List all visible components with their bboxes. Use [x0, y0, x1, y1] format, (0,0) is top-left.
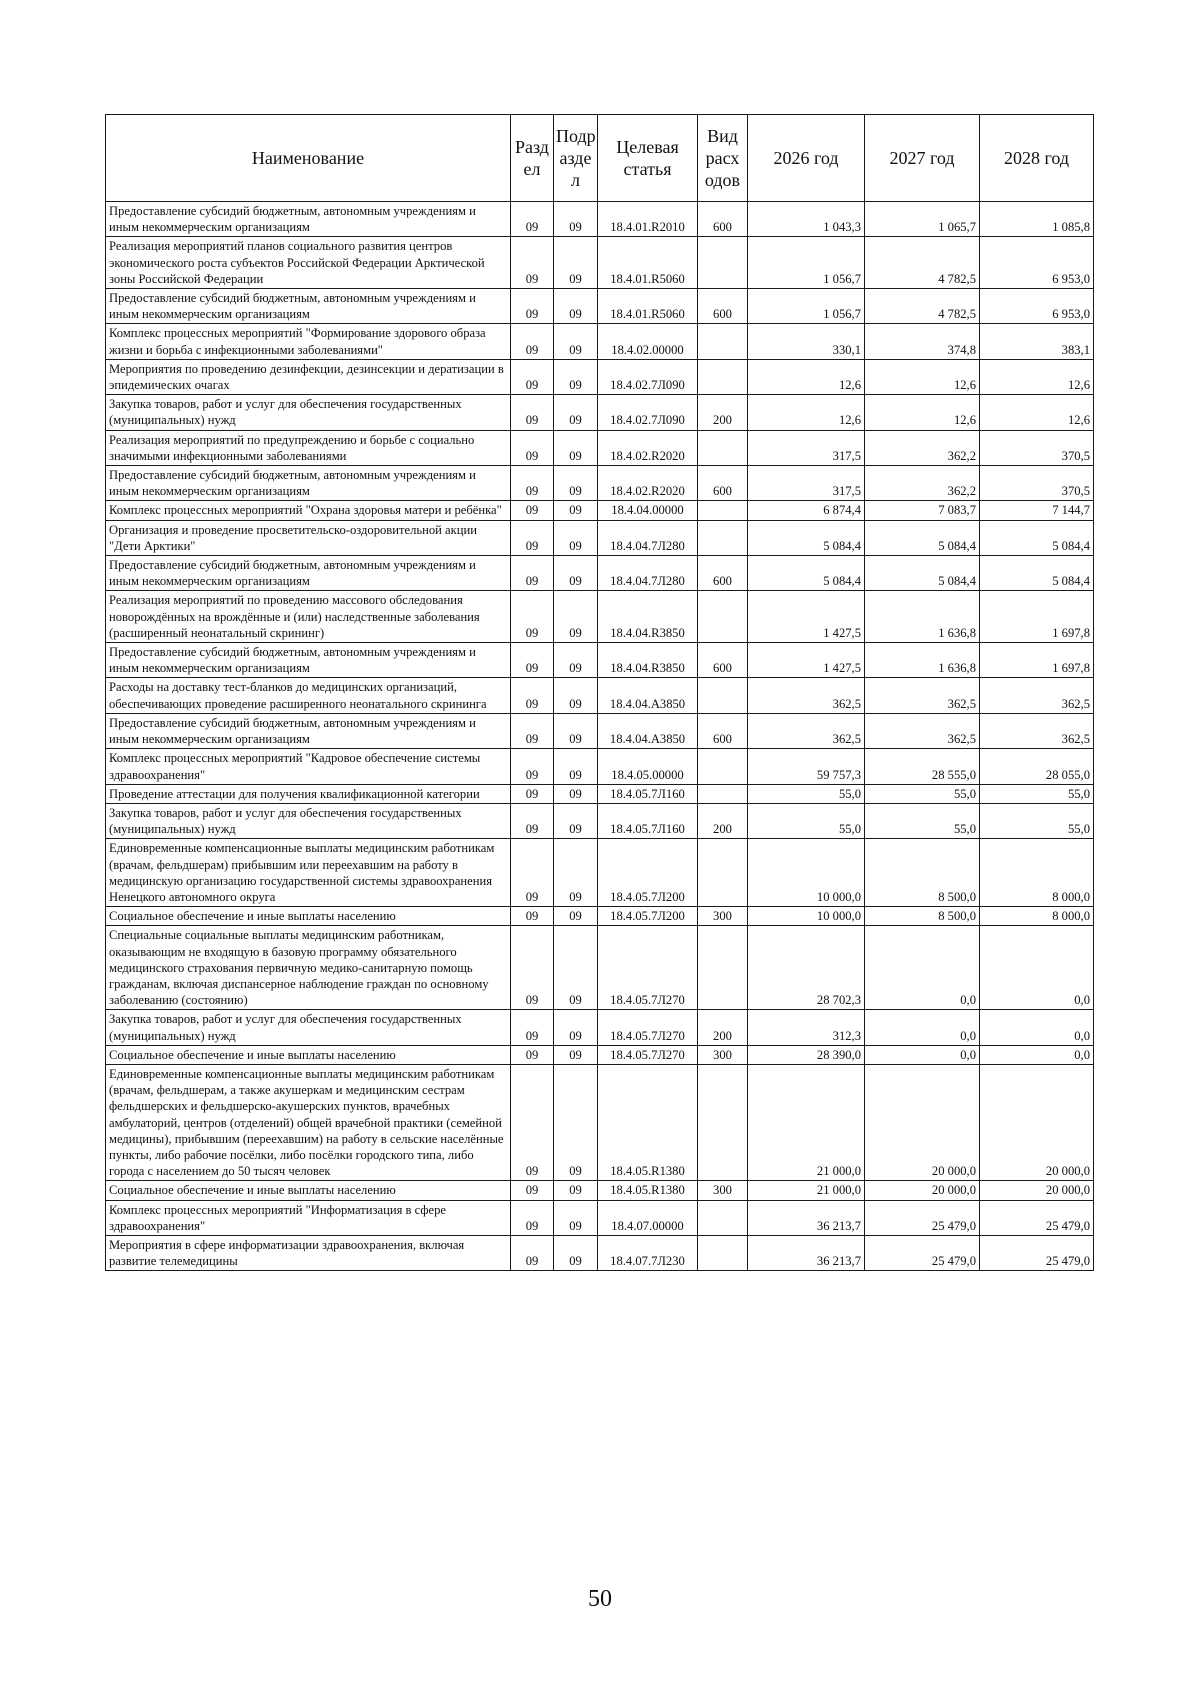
row-amount-2026: 317,5 — [748, 466, 865, 501]
row-target-article: 18.4.05.00000 — [598, 749, 698, 784]
row-name: Комплекс процессных мероприятий "Охрана здоровья матери и ребёнка" — [106, 501, 511, 520]
row-target-article: 18.4.02.7Л090 — [598, 395, 698, 430]
row-expense-type: 200 — [698, 803, 748, 838]
row-name: Социальное обеспечение и иные выплаты населению — [106, 907, 511, 926]
row-amount-2026: 36 213,7 — [748, 1200, 865, 1235]
row-amount-2028: 0,0 — [980, 1045, 1094, 1064]
row-subsection: 09 — [554, 430, 598, 465]
row-subsection: 09 — [554, 501, 598, 520]
row-amount-2028: 6 953,0 — [980, 237, 1094, 289]
header-year-2026: 2026 год — [748, 115, 865, 202]
row-expense-type: 600 — [698, 643, 748, 678]
row-expense-type: 300 — [698, 1181, 748, 1200]
row-name: Закупка товаров, работ и услуг для обеспечения государственных (муниципальных) нужд — [106, 395, 511, 430]
row-amount-2027: 0,0 — [865, 1010, 980, 1045]
table-row — [106, 1200, 1094, 1235]
row-name: Мероприятия по проведению дезинфекции, дезинсекции и дератизации в эпидемических очагах — [106, 359, 511, 394]
row-amount-2027: 12,6 — [865, 359, 980, 394]
row-target-article: 18.4.05.7Л160 — [598, 784, 698, 803]
table-row — [106, 1045, 1094, 1064]
table-row — [106, 907, 1094, 926]
row-amount-2026: 330,1 — [748, 324, 865, 359]
row-amount-2027: 20 000,0 — [865, 1064, 980, 1180]
row-subsection: 09 — [554, 1045, 598, 1064]
row-expense-type: 200 — [698, 395, 748, 430]
row-section: 09 — [511, 803, 554, 838]
row-expense-type — [698, 237, 748, 289]
table-header — [106, 115, 1094, 202]
row-subsection: 09 — [554, 359, 598, 394]
row-amount-2026: 1 043,3 — [748, 202, 865, 237]
row-target-article: 18.4.05.7Л160 — [598, 803, 698, 838]
row-amount-2026: 317,5 — [748, 430, 865, 465]
row-amount-2026: 28 702,3 — [748, 926, 865, 1010]
row-expense-type — [698, 839, 748, 907]
row-target-article: 18.4.04.7Л280 — [598, 556, 698, 591]
row-amount-2027: 4 782,5 — [865, 289, 980, 324]
row-amount-2028: 28 055,0 — [980, 749, 1094, 784]
row-amount-2027: 25 479,0 — [865, 1200, 980, 1235]
row-section: 09 — [511, 591, 554, 643]
row-name: Комплекс процессных мероприятий "Формирование здорового образа жизни и борьба с инфекционными заболеваниями" — [106, 324, 511, 359]
row-expense-type — [698, 749, 748, 784]
row-name: Мероприятия в сфере информатизации здравоохранения, включая развитие телемедицины — [106, 1235, 511, 1270]
row-target-article: 18.4.05.R1380 — [598, 1064, 698, 1180]
table-row — [106, 713, 1094, 748]
row-amount-2028: 5 084,4 — [980, 520, 1094, 555]
table-row — [106, 237, 1094, 289]
row-name: Проведение аттестации для получения квалификационной категории — [106, 784, 511, 803]
row-amount-2026: 1 056,7 — [748, 237, 865, 289]
header-section: Разд ел — [511, 115, 554, 202]
row-section: 09 — [511, 520, 554, 555]
row-expense-type — [698, 926, 748, 1010]
row-amount-2028: 370,5 — [980, 430, 1094, 465]
row-section: 09 — [511, 907, 554, 926]
row-name: Социальное обеспечение и иные выплаты населению — [106, 1045, 511, 1064]
row-subsection: 09 — [554, 395, 598, 430]
row-amount-2027: 55,0 — [865, 784, 980, 803]
row-amount-2028: 20 000,0 — [980, 1181, 1094, 1200]
row-amount-2027: 0,0 — [865, 1045, 980, 1064]
table-row — [106, 803, 1094, 838]
row-section: 09 — [511, 926, 554, 1010]
row-amount-2026: 312,3 — [748, 1010, 865, 1045]
row-subsection: 09 — [554, 237, 598, 289]
row-amount-2026: 55,0 — [748, 803, 865, 838]
table-row — [106, 643, 1094, 678]
row-target-article: 18.4.02.R2020 — [598, 466, 698, 501]
table-row — [106, 1235, 1094, 1270]
row-amount-2028: 0,0 — [980, 1010, 1094, 1045]
table-row — [106, 1181, 1094, 1200]
table-row — [106, 430, 1094, 465]
row-amount-2028: 55,0 — [980, 803, 1094, 838]
row-section: 09 — [511, 643, 554, 678]
table-row — [106, 466, 1094, 501]
row-subsection: 09 — [554, 556, 598, 591]
row-name: Предоставление субсидий бюджетным, автономным учреждениям и иным некоммерческим организациям — [106, 556, 511, 591]
row-target-article: 18.4.04.R3850 — [598, 643, 698, 678]
row-amount-2027: 7 083,7 — [865, 501, 980, 520]
row-amount-2028: 0,0 — [980, 926, 1094, 1010]
row-amount-2028: 383,1 — [980, 324, 1094, 359]
row-name: Предоставление субсидий бюджетным, автономным учреждениям и иным некоммерческим организациям — [106, 643, 511, 678]
row-amount-2026: 21 000,0 — [748, 1064, 865, 1180]
row-amount-2028: 20 000,0 — [980, 1064, 1094, 1180]
row-amount-2027: 5 084,4 — [865, 556, 980, 591]
row-amount-2026: 36 213,7 — [748, 1235, 865, 1270]
table-row — [106, 591, 1094, 643]
row-target-article: 18.4.05.R1380 — [598, 1181, 698, 1200]
row-name: Реализация мероприятий по предупреждению и борьбе с социально значимыми инфекционными заболеваниями — [106, 430, 511, 465]
row-subsection: 09 — [554, 749, 598, 784]
row-name: Закупка товаров, работ и услуг для обеспечения государственных (муниципальных) нужд — [106, 803, 511, 838]
row-subsection: 09 — [554, 1010, 598, 1045]
row-amount-2028: 362,5 — [980, 678, 1094, 713]
row-amount-2028: 1 697,8 — [980, 591, 1094, 643]
row-expense-type: 600 — [698, 556, 748, 591]
row-subsection: 09 — [554, 803, 598, 838]
row-target-article: 18.4.07.7Л230 — [598, 1235, 698, 1270]
row-target-article: 18.4.04.A3850 — [598, 713, 698, 748]
row-section: 09 — [511, 430, 554, 465]
row-amount-2027: 1 636,8 — [865, 643, 980, 678]
row-amount-2026: 55,0 — [748, 784, 865, 803]
row-name: Предоставление субсидий бюджетным, автономным учреждениям и иным некоммерческим организациям — [106, 289, 511, 324]
row-amount-2028: 370,5 — [980, 466, 1094, 501]
row-target-article: 18.4.04.R3850 — [598, 591, 698, 643]
budget-table — [105, 114, 1094, 1271]
row-amount-2026: 6 874,4 — [748, 501, 865, 520]
row-expense-type — [698, 359, 748, 394]
row-subsection: 09 — [554, 907, 598, 926]
row-expense-type: 600 — [698, 202, 748, 237]
row-expense-type: 600 — [698, 713, 748, 748]
row-section: 09 — [511, 1181, 554, 1200]
row-amount-2028: 6 953,0 — [980, 289, 1094, 324]
row-amount-2027: 28 555,0 — [865, 749, 980, 784]
row-amount-2028: 25 479,0 — [980, 1235, 1094, 1270]
table-row — [106, 839, 1094, 907]
row-amount-2028: 5 084,4 — [980, 556, 1094, 591]
row-amount-2026: 1 427,5 — [748, 643, 865, 678]
row-subsection: 09 — [554, 1235, 598, 1270]
table-row — [106, 202, 1094, 237]
header-name: Наименование — [106, 115, 511, 202]
row-section: 09 — [511, 784, 554, 803]
row-amount-2027: 12,6 — [865, 395, 980, 430]
row-name: Закупка товаров, работ и услуг для обеспечения государственных (муниципальных) нужд — [106, 1010, 511, 1045]
row-expense-type: 300 — [698, 1045, 748, 1064]
row-name: Расходы на доставку тест-бланков до медицинских организаций, обеспечивающих проведение расширенного неонатального скрининга — [106, 678, 511, 713]
row-amount-2027: 362,5 — [865, 713, 980, 748]
table-row — [106, 678, 1094, 713]
row-expense-type — [698, 324, 748, 359]
row-expense-type: 300 — [698, 907, 748, 926]
header-year-2028: 2028 год — [980, 115, 1094, 202]
header-row — [106, 115, 1094, 202]
row-amount-2026: 5 084,4 — [748, 556, 865, 591]
row-target-article: 18.4.02.R2020 — [598, 430, 698, 465]
row-amount-2026: 362,5 — [748, 678, 865, 713]
table-row — [106, 926, 1094, 1010]
row-name: Предоставление субсидий бюджетным, автономным учреждениям и иным некоммерческим организациям — [106, 202, 511, 237]
table-row — [106, 324, 1094, 359]
row-amount-2028: 8 000,0 — [980, 839, 1094, 907]
row-subsection: 09 — [554, 784, 598, 803]
row-expense-type: 600 — [698, 289, 748, 324]
row-expense-type — [698, 784, 748, 803]
row-amount-2026: 10 000,0 — [748, 907, 865, 926]
row-amount-2026: 21 000,0 — [748, 1181, 865, 1200]
row-name: Реализация мероприятий планов социального развития центров экономического роста субъектов Российской Федерации Арктической зоны Российской Федерации — [106, 237, 511, 289]
row-expense-type — [698, 1200, 748, 1235]
row-amount-2028: 362,5 — [980, 713, 1094, 748]
row-name: Специальные социальные выплаты медицинским работникам, оказывающим не входящую в базовую программу обязательного медицинского страхования первичную медико-санитарную помощь гражданам, включая диспансерное наблюдение граждан по основному заболеванию (состоянию) — [106, 926, 511, 1010]
row-subsection: 09 — [554, 839, 598, 907]
row-subsection: 09 — [554, 591, 598, 643]
table-body — [106, 202, 1094, 1271]
row-section: 09 — [511, 1200, 554, 1235]
row-name: Организация и проведение просветительско-оздоровительной акции "Дети Арктики" — [106, 520, 511, 555]
row-target-article: 18.4.04.A3850 — [598, 678, 698, 713]
row-amount-2028: 25 479,0 — [980, 1200, 1094, 1235]
row-amount-2027: 1 636,8 — [865, 591, 980, 643]
row-expense-type — [698, 501, 748, 520]
row-section: 09 — [511, 501, 554, 520]
row-expense-type: 600 — [698, 466, 748, 501]
table-row — [106, 395, 1094, 430]
row-section: 09 — [511, 466, 554, 501]
row-name: Социальное обеспечение и иные выплаты населению — [106, 1181, 511, 1200]
row-amount-2026: 5 084,4 — [748, 520, 865, 555]
row-subsection: 09 — [554, 643, 598, 678]
row-target-article: 18.4.07.00000 — [598, 1200, 698, 1235]
row-subsection: 09 — [554, 1200, 598, 1235]
row-section: 09 — [511, 1064, 554, 1180]
row-section: 09 — [511, 237, 554, 289]
table-row — [106, 359, 1094, 394]
row-amount-2027: 362,2 — [865, 466, 980, 501]
page-number: 50 — [588, 1586, 612, 1612]
row-amount-2027: 20 000,0 — [865, 1181, 980, 1200]
table-row — [106, 1010, 1094, 1045]
row-section: 09 — [511, 359, 554, 394]
row-name: Единовременные компенсационные выплаты медицинским работникам (врачам, фельдшерам, а также акушеркам и медицинским сестрам фельдшерских и фельдшерско-акушерских пунктов, врачебных амбулаторий, центров (отделений) общей врачебной практики (семейной медицины), прибывшим (переехавшим) на работу в сельские населённые пункты, либо рабочие посёлки, либо посёлки городского типа, либо города с населением до 50 тысяч человек — [106, 1064, 511, 1180]
row-target-article: 18.4.04.00000 — [598, 501, 698, 520]
row-amount-2028: 8 000,0 — [980, 907, 1094, 926]
row-name: Комплекс процессных мероприятий "Информатизация в сфере здравоохранения" — [106, 1200, 511, 1235]
row-subsection: 09 — [554, 289, 598, 324]
row-target-article: 18.4.01.R5060 — [598, 289, 698, 324]
table-row — [106, 501, 1094, 520]
table-row — [106, 520, 1094, 555]
row-expense-type: 200 — [698, 1010, 748, 1045]
row-expense-type — [698, 1235, 748, 1270]
row-target-article: 18.4.05.7Л200 — [598, 907, 698, 926]
row-section: 09 — [511, 839, 554, 907]
row-amount-2026: 10 000,0 — [748, 839, 865, 907]
header-target-article: Целевая статья — [598, 115, 698, 202]
row-expense-type — [698, 1064, 748, 1180]
row-subsection: 09 — [554, 202, 598, 237]
row-section: 09 — [511, 1010, 554, 1045]
row-target-article: 18.4.04.7Л280 — [598, 520, 698, 555]
row-amount-2027: 362,5 — [865, 678, 980, 713]
row-amount-2027: 5 084,4 — [865, 520, 980, 555]
row-amount-2028: 12,6 — [980, 395, 1094, 430]
row-subsection: 09 — [554, 324, 598, 359]
header-year-2027: 2027 год — [865, 115, 980, 202]
row-amount-2026: 362,5 — [748, 713, 865, 748]
row-amount-2027: 374,8 — [865, 324, 980, 359]
row-subsection: 09 — [554, 1064, 598, 1180]
row-amount-2026: 1 427,5 — [748, 591, 865, 643]
header-expense-type: Вид расх одов — [698, 115, 748, 202]
row-target-article: 18.4.01.R5060 — [598, 237, 698, 289]
row-amount-2028: 1 085,8 — [980, 202, 1094, 237]
row-target-article: 18.4.02.00000 — [598, 324, 698, 359]
row-subsection: 09 — [554, 1181, 598, 1200]
row-section: 09 — [511, 713, 554, 748]
row-section: 09 — [511, 395, 554, 430]
row-section: 09 — [511, 202, 554, 237]
row-amount-2028: 7 144,7 — [980, 501, 1094, 520]
row-section: 09 — [511, 289, 554, 324]
row-expense-type — [698, 430, 748, 465]
header-subsection: Подр азде л — [554, 115, 598, 202]
row-name: Предоставление субсидий бюджетным, автономным учреждениям и иным некоммерческим организациям — [106, 466, 511, 501]
row-target-article: 18.4.02.7Л090 — [598, 359, 698, 394]
row-amount-2028: 12,6 — [980, 359, 1094, 394]
row-target-article: 18.4.05.7Л270 — [598, 926, 698, 1010]
row-name: Единовременные компенсационные выплаты медицинским работникам (врачам, фельдшерам) прибывшим или переехавшим на работу в медицинскую организацию государственной системы здравоохранения Ненецкого автономного округа — [106, 839, 511, 907]
table-row — [106, 1064, 1094, 1180]
row-subsection: 09 — [554, 466, 598, 501]
row-name: Предоставление субсидий бюджетным, автономным учреждениям и иным некоммерческим организациям — [106, 713, 511, 748]
row-expense-type — [698, 520, 748, 555]
row-amount-2027: 0,0 — [865, 926, 980, 1010]
row-target-article: 18.4.05.7Л270 — [598, 1010, 698, 1045]
row-amount-2026: 28 390,0 — [748, 1045, 865, 1064]
row-amount-2027: 25 479,0 — [865, 1235, 980, 1270]
row-subsection: 09 — [554, 678, 598, 713]
row-amount-2028: 1 697,8 — [980, 643, 1094, 678]
row-target-article: 18.4.01.R2010 — [598, 202, 698, 237]
row-section: 09 — [511, 1235, 554, 1270]
row-name: Комплекс процессных мероприятий "Кадровое обеспечение системы здравоохранения" — [106, 749, 511, 784]
row-section: 09 — [511, 1045, 554, 1064]
row-section: 09 — [511, 324, 554, 359]
row-amount-2026: 1 056,7 — [748, 289, 865, 324]
table-row — [106, 784, 1094, 803]
table-row — [106, 289, 1094, 324]
row-amount-2027: 4 782,5 — [865, 237, 980, 289]
row-amount-2026: 59 757,3 — [748, 749, 865, 784]
row-amount-2027: 362,2 — [865, 430, 980, 465]
row-amount-2026: 12,6 — [748, 359, 865, 394]
row-section: 09 — [511, 556, 554, 591]
row-amount-2027: 55,0 — [865, 803, 980, 838]
row-amount-2026: 12,6 — [748, 395, 865, 430]
row-subsection: 09 — [554, 520, 598, 555]
table-row — [106, 556, 1094, 591]
row-target-article: 18.4.05.7Л200 — [598, 839, 698, 907]
row-amount-2027: 8 500,0 — [865, 839, 980, 907]
row-target-article: 18.4.05.7Л270 — [598, 1045, 698, 1064]
row-amount-2028: 55,0 — [980, 784, 1094, 803]
table-row — [106, 749, 1094, 784]
row-expense-type — [698, 591, 748, 643]
row-section: 09 — [511, 678, 554, 713]
row-subsection: 09 — [554, 713, 598, 748]
row-subsection: 09 — [554, 926, 598, 1010]
row-amount-2027: 8 500,0 — [865, 907, 980, 926]
row-amount-2027: 1 065,7 — [865, 202, 980, 237]
row-name: Реализация мероприятий по проведению массового обследования новорождённых на врождённые и (или) наследственные заболевания (расширенный неонатальный скрининг) — [106, 591, 511, 643]
row-section: 09 — [511, 749, 554, 784]
row-expense-type — [698, 678, 748, 713]
